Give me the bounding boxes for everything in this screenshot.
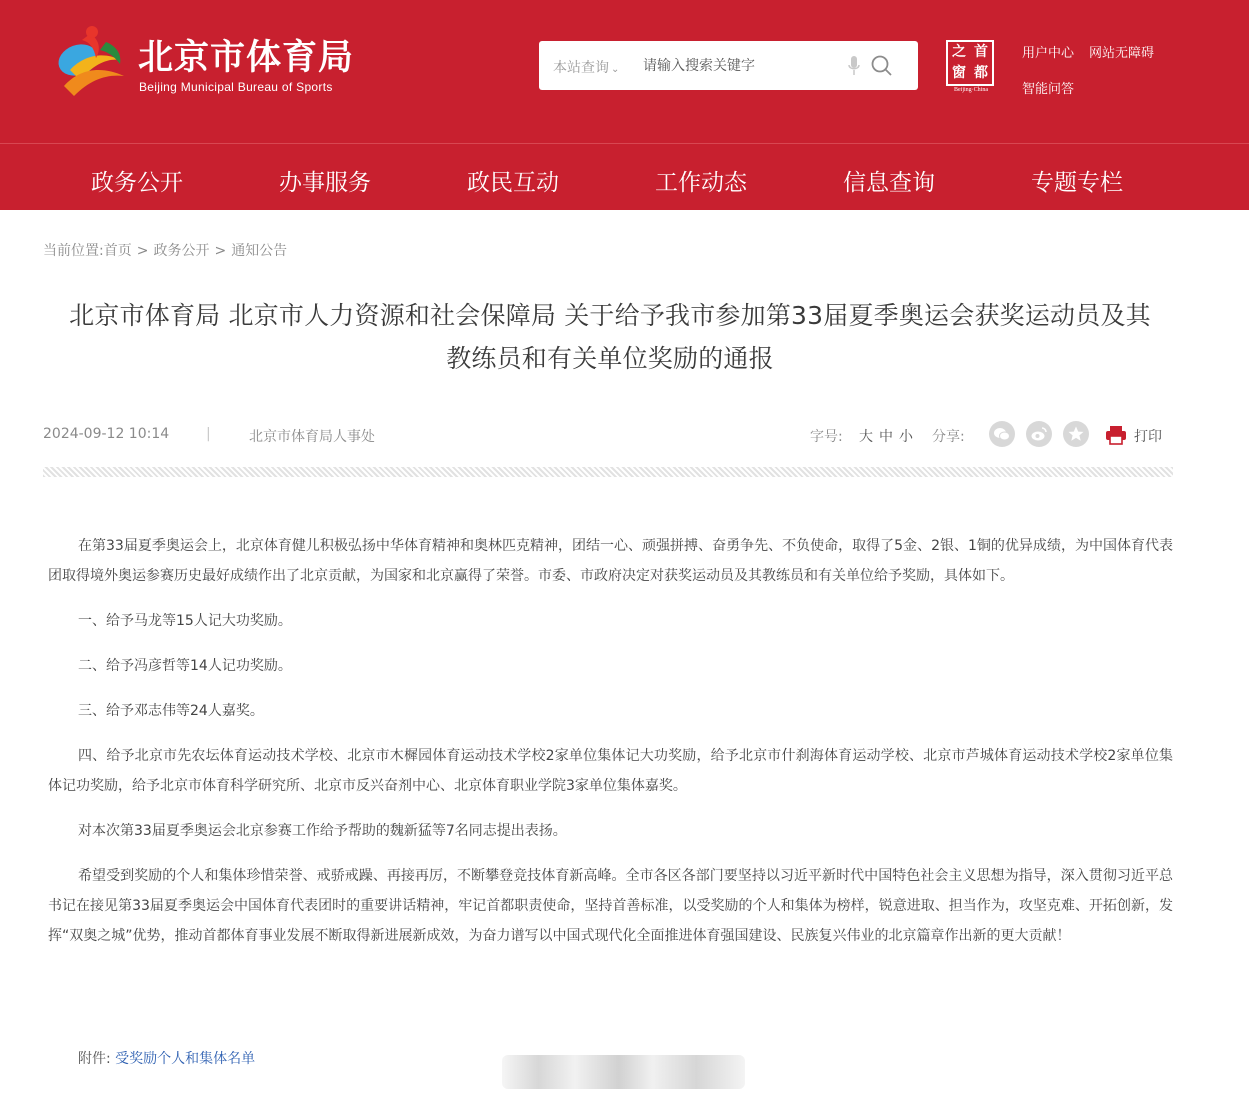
accessibility-link[interactable]: 网站无障碍	[1089, 46, 1155, 61]
nav-item-government-affairs[interactable]: 政务公开	[91, 170, 183, 196]
site-name[interactable]: 北京市体育局	[138, 38, 355, 78]
nav-item-work-news[interactable]: 工作动态	[655, 170, 747, 196]
search-scope-select[interactable]	[553, 57, 619, 77]
watermark-blur	[502, 1055, 745, 1089]
weibo-icon[interactable]	[1026, 421, 1052, 447]
search-input[interactable]	[643, 51, 833, 80]
attachment-link[interactable]: 受奖励个人和集体名单	[115, 1051, 256, 1067]
article-body	[48, 531, 1173, 951]
font-size-large[interactable]: 大	[859, 429, 873, 445]
article-title	[30, 294, 1190, 380]
font-size-label: 字号:	[810, 429, 843, 445]
printer-icon[interactable]	[1105, 425, 1127, 445]
breadcrumb-separator: >	[214, 243, 227, 259]
article-paragraph: 二、给予冯彦哲等14人记功奖励。	[78, 658, 292, 674]
seal-char: 首	[974, 44, 988, 60]
user-center-link[interactable]: 用户中心	[1022, 46, 1075, 61]
font-size-medium[interactable]: 中	[879, 429, 893, 445]
article-paragraph: 在第33届夏季奥运会上，北京体育健儿积极弘扬中华体育精神和奥林匹克精神，团结一心、顽强拼搏、奋勇争先、不负使命，取得了5金、2银、1铜的优异成绩，为中国体育代表团取得境外奥运参赛历史最好成绩作出了北京贡献，为国家和北京赢得了荣誉。市委、市政府决定对获奖运动员及其教练员和有关单位给予奖励，具体如下。	[48, 538, 1173, 584]
microphone-icon[interactable]	[847, 55, 861, 77]
site-header	[0, 0, 1249, 143]
breadcrumb-government-affairs[interactable]: 政务公开	[153, 243, 210, 259]
nav-item-services[interactable]: 办事服务	[279, 170, 371, 196]
meta-separator: |	[206, 426, 211, 442]
article-title-line: 北京市体育局 北京市人力资源和社会保障局 关于给予我市参加第33届夏季奥运会获奖运动员及其	[69, 301, 1151, 330]
article-paragraph: 对本次第33届夏季奥运会北京参赛工作给予帮助的魏新猛等7名同志提出表扬。	[78, 823, 567, 839]
site-name-english: Beijing Municipal Bureau of Sports	[139, 80, 333, 94]
seal-char: 都	[974, 65, 988, 81]
breadcrumb-notices[interactable]: 通知公告	[231, 243, 288, 259]
chevron-down-icon: ⌄	[611, 64, 620, 75]
publish-date: 2024-09-12 10:14	[43, 426, 170, 442]
main-nav	[0, 143, 1249, 210]
search-scope-label: 本站查询	[553, 60, 609, 76]
article-source: 北京市体育局人事处	[249, 429, 375, 445]
capital-window-seal[interactable]	[946, 40, 996, 94]
title-divider	[43, 467, 1173, 477]
share-label: 分享:	[932, 429, 965, 445]
nav-item-special-topics[interactable]: 专题专栏	[1031, 170, 1123, 196]
smart-qa-link[interactable]: 智能问答	[1022, 82, 1075, 97]
search-icon[interactable]	[870, 54, 894, 78]
breadcrumb	[43, 240, 287, 260]
seal-char: 窗	[952, 65, 966, 81]
breadcrumb-prefix: 当前位置:	[43, 243, 104, 259]
bureau-logo-icon[interactable]	[50, 24, 132, 100]
seal-char: 之	[952, 44, 966, 60]
article-title-line: 教练员和有关单位奖励的通报	[446, 344, 774, 373]
article-paragraph: 一、给予马龙等15人记大功奖励。	[78, 613, 292, 629]
seal-subtitle: Beijing·China	[954, 87, 988, 93]
wechat-icon[interactable]	[989, 421, 1015, 447]
breadcrumb-separator: >	[136, 243, 149, 259]
search-bar	[539, 41, 918, 90]
breadcrumb-home[interactable]: 首页	[103, 243, 132, 259]
nav-item-info-query[interactable]: 信息查询	[843, 170, 935, 196]
article-paragraph: 四、给予北京市先农坛体育运动技术学校、北京市木樨园体育运动技术学校2家单位集体记大功奖励，给予北京市什刹海体育运动学校、北京市芦城体育运动技术学校2家单位集体记功奖励，给予北京市体育科学研究所、北京市反兴奋剂中心、北京体育职业学院3家单位集体嘉奖。	[48, 748, 1173, 794]
nav-item-interaction[interactable]: 政民互动	[467, 170, 559, 196]
qzone-icon[interactable]	[1063, 421, 1089, 447]
article-paragraph: 三、给予邓志伟等24人嘉奖。	[78, 703, 264, 719]
print-button[interactable]: 打印	[1134, 429, 1162, 445]
attachment	[78, 1048, 255, 1068]
attachment-label: 附件:	[78, 1051, 111, 1067]
article-paragraph: 希望受到奖励的个人和集体珍惜荣誉、戒骄戒躁、再接再厉，不断攀登竞技体育新高峰。全市各区各部门要坚持以习近平新时代中国特色社会主义思想为指导，深入贯彻习近平总书记在接见第33届夏季奥运会中国体育代表团时的重要讲话精神，牢记首都职责使命，坚持首善标准，以受奖励的个人和集体为榜样，锐意进取、担当作为，攻坚克难、开拓创新，发挥“双奥之城”优势，推动首都体育事业发展不断取得新进展新成效，为奋力谱写以中国式现代化全面推进体育强国建设、民族复兴伟业的北京篇章作出新的更大贡献！	[48, 868, 1173, 944]
font-size-small[interactable]: 小	[899, 429, 913, 445]
